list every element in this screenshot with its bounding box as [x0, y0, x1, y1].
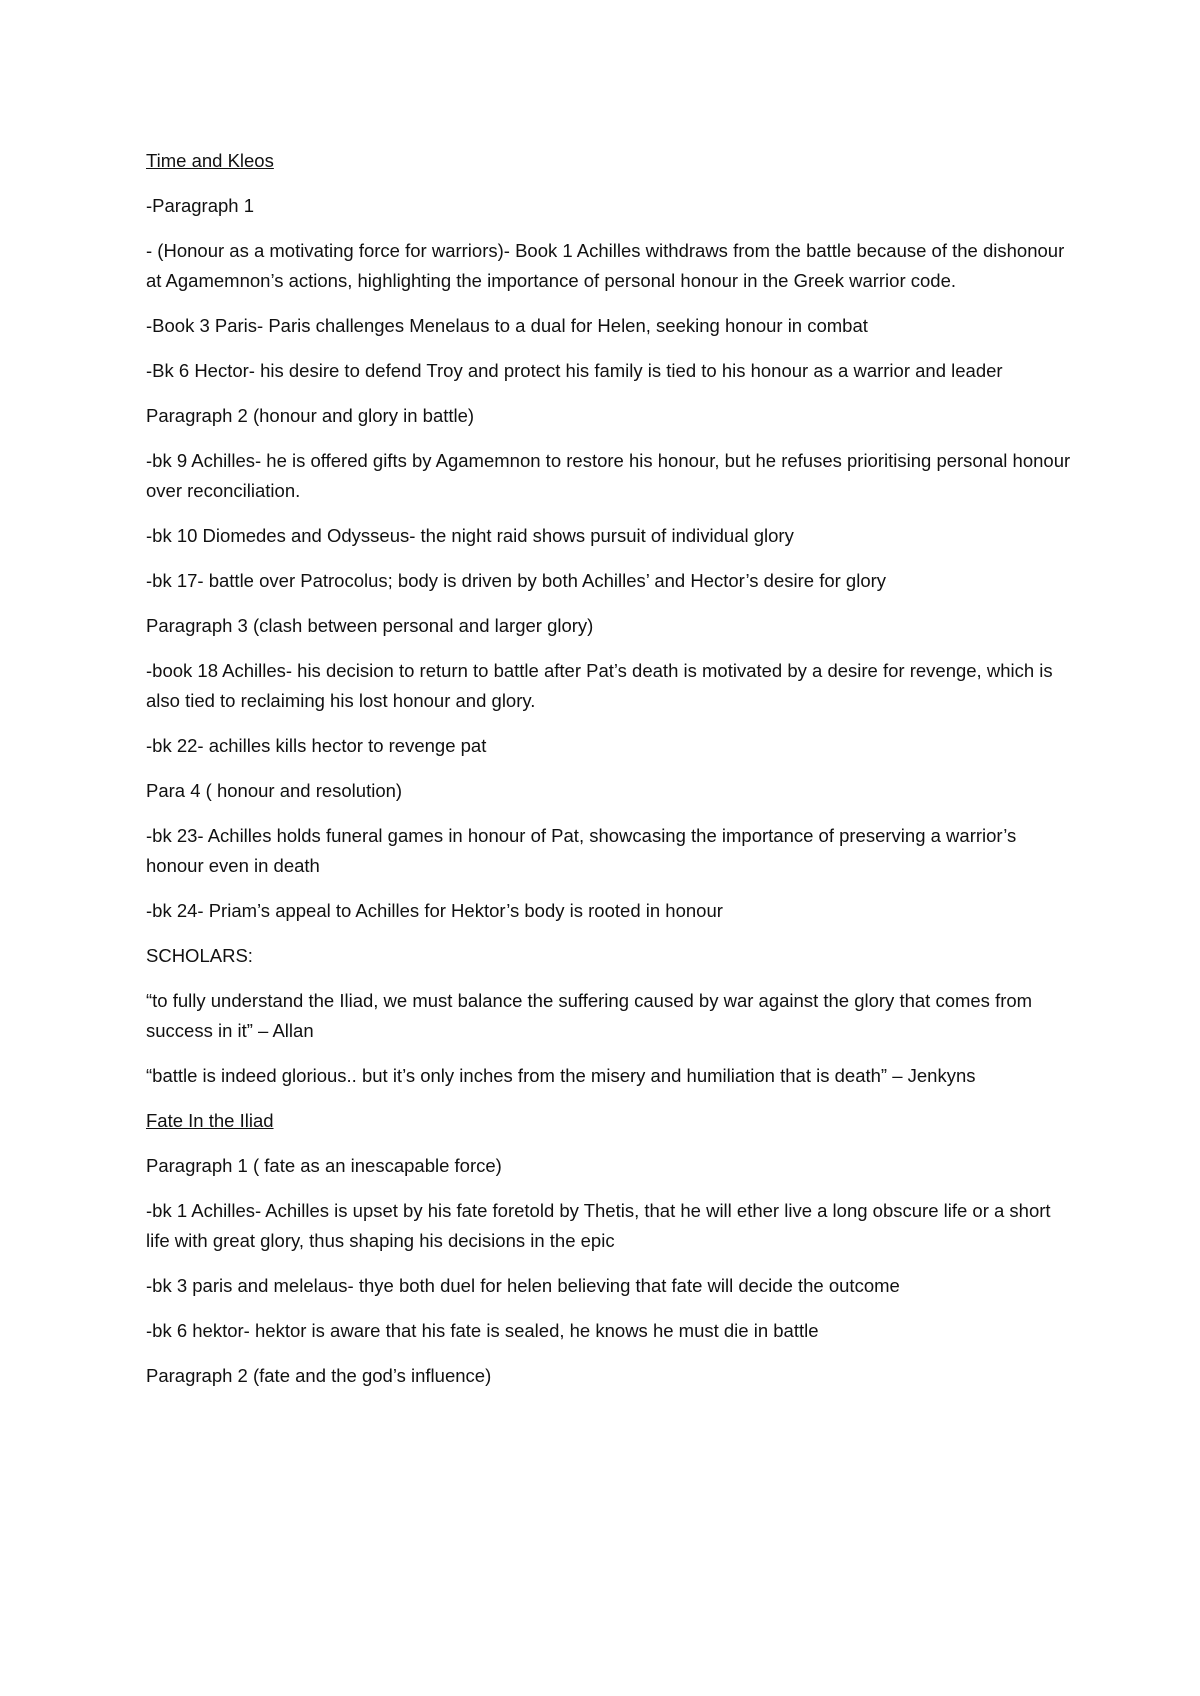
scholars-label: SCHOLARS: — [146, 945, 253, 966]
paragraph-label: Paragraph 2 (fate and the god’s influence) — [146, 1365, 492, 1386]
section-heading-fate-in-the-iliad: Fate In the Iliad — [146, 1110, 274, 1131]
paragraph-label: -Paragraph 1 — [146, 195, 254, 216]
note-item: -Book 3 Paris- Paris challenges Menelaus to a dual for Helen, seeking honour in combat — [146, 315, 868, 336]
paragraph-label: Paragraph 1 ( fate as an inescapable force) — [146, 1155, 502, 1176]
paragraph-label: Paragraph 3 (clash between personal and larger glory) — [146, 615, 594, 636]
note-item: -bk 17- battle over Patrocolus; body is driven by both Achilles’ and Hector’s desire for glory — [146, 570, 887, 591]
note-item: -bk 1 Achilles- Achilles is upset by his fate foretold by Thetis, that he will ether live a long obscure life or a short life with great glory, thus shaping his decisions in the epic — [146, 1200, 1051, 1251]
section-heading-time-and-kleos: Time and Kleos — [146, 150, 274, 171]
paragraph-label: Para 4 ( honour and resolution) — [146, 780, 403, 801]
note-item: -bk 6 hektor- hektor is aware that his fate is sealed, he knows he must die in battle — [146, 1320, 819, 1341]
note-item: -bk 24- Priam’s appeal to Achilles for Hektor’s body is rooted in honour — [146, 900, 723, 921]
note-item: -book 18 Achilles- his decision to return to battle after Pat’s death is motivated by a desire for revenge, which is also tied to reclaiming his lost honour and glory. — [146, 660, 1053, 711]
note-item: -Bk 6 Hector- his desire to defend Troy and protect his family is tied to his honour as a warrior and leader — [146, 360, 1003, 381]
scholar-quote: “to fully understand the Iliad, we must balance the suffering caused by war against the glory that comes from success in it” – Allan — [146, 990, 1033, 1041]
note-item: -bk 3 paris and melelaus- thye both duel for helen believing that fate will decide the outcome — [146, 1275, 900, 1296]
note-item: -bk 23- Achilles holds funeral games in honour of Pat, showcasing the importance of preserving a warrior’s honour even in death — [146, 825, 1017, 876]
note-item: - (Honour as a motivating force for warriors)- Book 1 Achilles withdraws from the battle because of the dishonour at Agamemnon’s actions, highlighting the importance of personal honour in the Greek warrior code. — [146, 240, 1065, 291]
note-item: -bk 10 Diomedes and Odysseus- the night raid shows pursuit of individual glory — [146, 525, 794, 546]
note-item: -bk 22- achilles kills hector to revenge pat — [146, 735, 487, 756]
note-item: -bk 9 Achilles- he is offered gifts by Agamemnon to restore his honour, but he refuses prioritising personal honour over reconciliation. — [146, 450, 1071, 501]
scholar-quote: “battle is indeed glorious.. but it’s only inches from the misery and humiliation that is death” – Jenkyns — [146, 1065, 976, 1086]
document-page — [146, 146, 1076, 1406]
paragraph-label: Paragraph 2 (honour and glory in battle) — [146, 405, 475, 426]
